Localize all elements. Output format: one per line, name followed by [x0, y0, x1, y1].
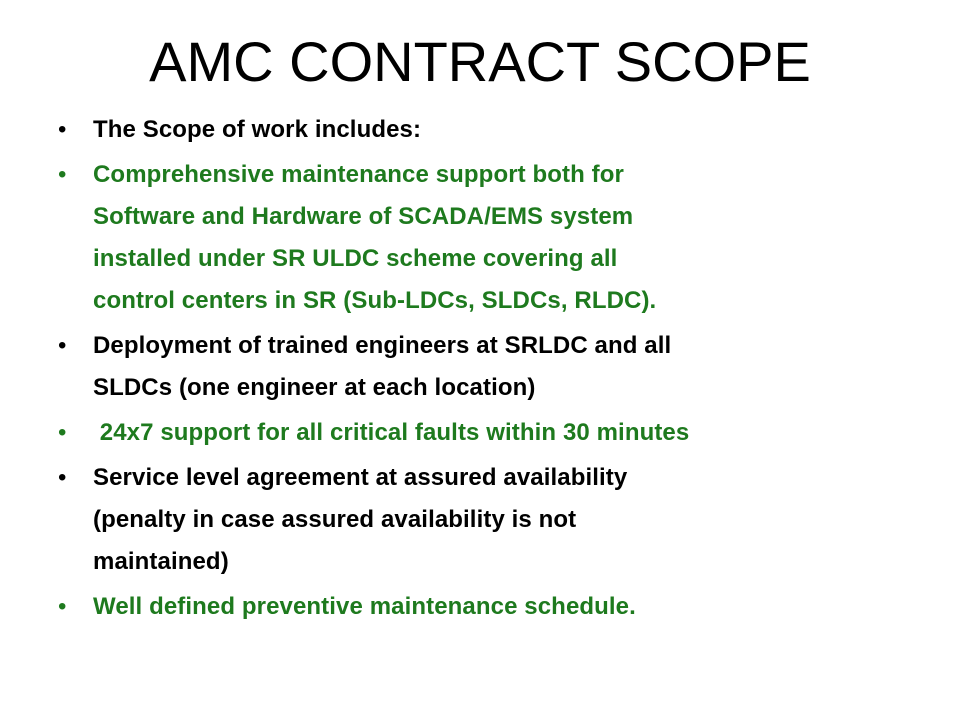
bullet-text: Service level agreement at assured availability (penalty in case assured availability is not maintained) [93, 464, 628, 575]
bullet-dot-icon: • [58, 161, 67, 188]
bullet-dot-icon: • [58, 332, 67, 359]
bullet-text: Comprehensive maintenance support both for Software and Hardware of SCADA/EMS system installed under SR ULDC scheme covering all control centers in SR (Sub-LDCs, SLDCs, RLDC). [93, 161, 657, 314]
slide-title: AMC CONTRACT SCOPE [149, 30, 811, 93]
bullet-item-preventive-maintenance [58, 586, 938, 628]
bullet-item-scope-intro [58, 109, 938, 151]
bullet-item-engineer-deployment [58, 325, 938, 409]
bullet-item-service-level-agreement [58, 457, 938, 583]
bullet-text: Well defined preventive maintenance schedule. [93, 593, 636, 620]
bullet-text: The Scope of work includes: [93, 116, 422, 143]
bullet-item-24x7-support [58, 412, 938, 454]
bullet-dot-icon: • [58, 593, 67, 620]
bullet-dot-icon: • [58, 419, 67, 446]
bullet-dot-icon: • [58, 464, 67, 491]
bullet-item-maintenance-support [58, 154, 938, 322]
bullet-dot-icon: • [58, 116, 67, 143]
bullet-text: Deployment of trained engineers at SRLDC and all SLDCs (one engineer at each location) [93, 332, 672, 401]
bullet-list [58, 109, 938, 631]
bullet-text: 24x7 support for all critical faults within 30 minutes [93, 419, 690, 446]
